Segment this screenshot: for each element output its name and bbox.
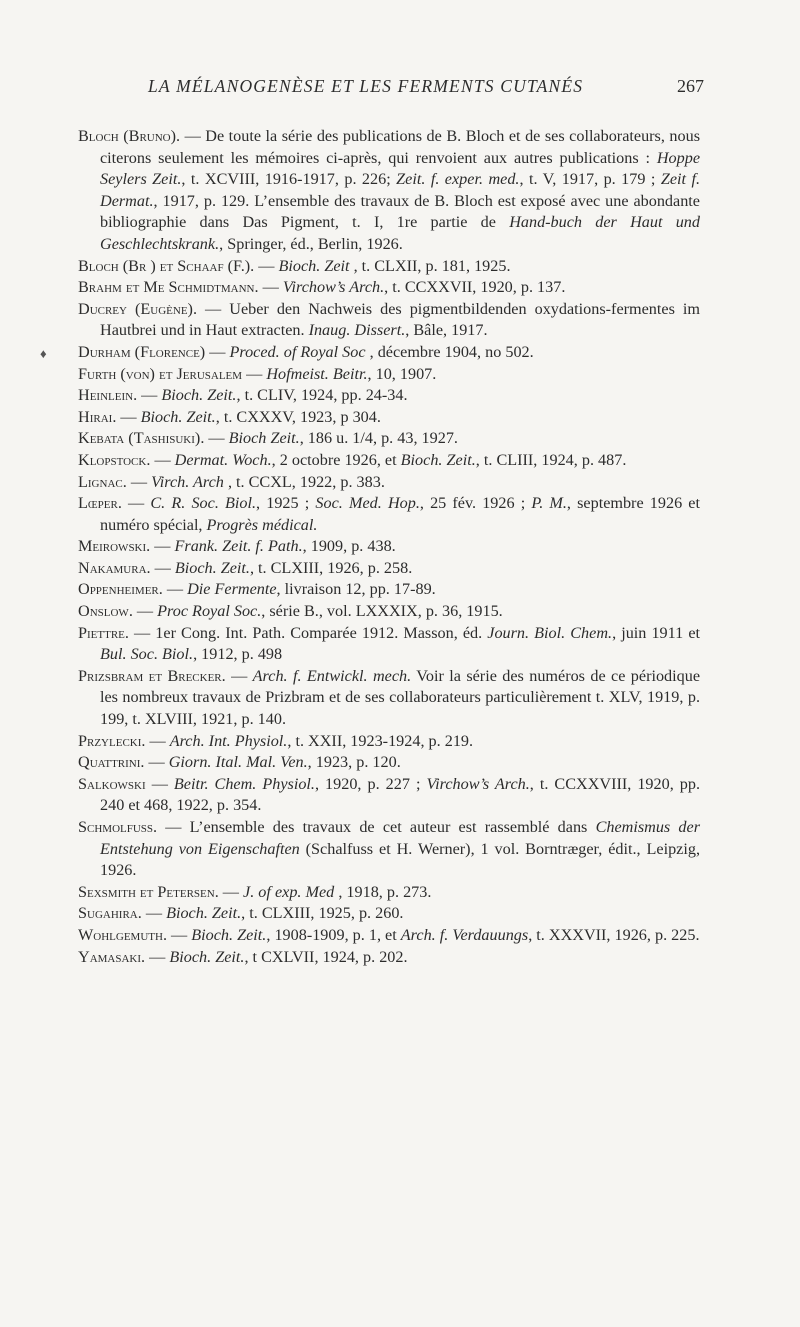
citation-text: , 25 fév. 1926 ; (419, 494, 532, 513)
journal-title: Soc. Med. Hop. (315, 494, 420, 513)
citation-text: . — (122, 472, 152, 491)
journal-title: Proced. of Royal Soc (229, 342, 366, 361)
citation-text: . — (146, 450, 175, 469)
author-name: Kebata (Tashisuki) (78, 429, 201, 448)
journal-title: Virchow’s Arch. (426, 774, 530, 793)
citation-text: . — (140, 753, 169, 772)
bibliography-entry (78, 299, 700, 342)
journal-title: Proc Royal Soc. (157, 602, 262, 621)
citation-text: . — (221, 666, 253, 685)
journal-title: P. M. (531, 494, 567, 513)
citation-text: . — (146, 558, 175, 577)
bibliography-entry (78, 277, 700, 299)
journal-title: Bioch. Zeit. (140, 407, 216, 426)
citation-text: . — (137, 904, 167, 923)
citation-text: , t. CCXXVII, 1920, p. 137. (384, 278, 566, 297)
author-name: Wohlgemuth (78, 925, 163, 944)
citation-text: . — (112, 407, 141, 426)
author-name: Sugahira (78, 904, 138, 923)
citation-text: , 1918, p. 273. (334, 882, 432, 901)
bibliography-entry (78, 364, 700, 386)
bibliography-entry (78, 256, 700, 278)
journal-title: Dermat. Woch. (174, 450, 272, 469)
journal-title: J. of exp. Med (243, 882, 335, 901)
author-name: Prizsbram et Brecker (78, 666, 222, 685)
author-name: Salkowski (78, 774, 146, 793)
journal-title: Bioch. Zeit. (400, 450, 476, 469)
journal-title: Virch. Arch (151, 472, 224, 491)
bibliography-list (78, 126, 700, 968)
citation-text: , t. CCXXVIII, 1920, pp. 240 et 468, 1922, p. 354. (100, 774, 700, 815)
citation-text: , 1908-1909, p. 1, et (266, 925, 401, 944)
author-name: Durham (Florence) (78, 342, 206, 361)
author-name: Lœper (78, 494, 118, 513)
citation-text: , t. V, 1917, p. 179 ; (519, 170, 661, 189)
journal-title: Hofmeist. Beitr. (266, 364, 368, 383)
journal-title: Bioch. Zeit. (161, 386, 237, 405)
margin-mark: ♦ (40, 346, 47, 361)
running-head (148, 76, 708, 102)
journal-title: Bioch. Zeit (278, 256, 350, 275)
citation-text: , Springer, éd., Berlin, 1926. (219, 234, 403, 253)
bibliography-entry (78, 342, 700, 364)
page-number: 267 (677, 76, 704, 96)
citation-text: , t. CCXL, 1922, p. 383. (223, 472, 385, 491)
bibliography-entry (78, 472, 700, 494)
journal-title: Journ. Biol. Chem. (487, 623, 613, 642)
citation-text: , juin 1911 et (612, 623, 701, 642)
bibliography-entry (78, 493, 700, 536)
bibliography-entry (78, 947, 700, 969)
bibliography-entry (78, 558, 700, 580)
author-name: Schmolfuss (78, 818, 154, 836)
journal-title: Hoppe Seylers Zeit. (100, 148, 700, 189)
citation-text: Voir la série des numéros de ce périodique les nombreux travaux de Prizbram et de ses collaborateurs particulièrement t. XLV, 1919, p. 199, t. XLVIII, 1921, p. 140. (100, 666, 701, 729)
citation-text: . — (162, 925, 192, 944)
bibliography-entry (78, 882, 700, 904)
bibliography-entry (78, 126, 700, 256)
citation-text: , 2 octobre 1926, et (271, 450, 401, 469)
citation-text: . — (250, 256, 279, 275)
citation-text: (Schalfuss et H. Werner), 1 vol. Borntræger, édit., Leipzig, 1926. (100, 839, 700, 880)
citation-text: . — (254, 278, 283, 297)
journal-title: Zeit. f. exper. med. (396, 170, 520, 189)
citation-text: , t. CLIV, 1924, pp. 24-34. (236, 386, 408, 405)
citation-text: , t. XXII, 1923-1924, p. 219. (287, 731, 474, 750)
citation-text: , 1923, p. 120. (307, 753, 401, 772)
author-name: Furth (von) et Jerusalem (78, 364, 243, 383)
citation-text: , décembre 1904, no 502. (365, 342, 534, 361)
citation-text: , t. XCVIII, 1916-1917, p. 226; (181, 170, 397, 189)
citation-text: . — L’ensemble des travaux de cet auteur est rassemblé dans (153, 818, 596, 836)
author-name: Hirai (78, 407, 113, 426)
citation-text: — (145, 774, 174, 793)
journal-title: Bioch. Zeit. (191, 925, 267, 944)
citation-text: , 1925 ; (256, 494, 316, 513)
journal-title: Inaug. Dissert. (308, 321, 406, 340)
citation-text: , t CXLVII, 1924, p. 202. (244, 947, 408, 966)
bibliography-entry (78, 731, 700, 753)
journal-title: Arch. f. Verdauungs (400, 925, 529, 944)
citation-text: , Bâle, 1917. (405, 321, 488, 340)
journal-title: Zeit f. Dermat. (100, 170, 700, 210)
author-name: Klopstock (78, 450, 147, 469)
journal-title: Bioch. Zeit. (169, 947, 245, 966)
bibliography-entry (78, 925, 700, 947)
citation-text: , série B., vol. LXXXIX, p. 36, 1915. (261, 602, 503, 621)
citation-text: . — (141, 731, 170, 750)
author-name: Bloch (Bruno) (78, 127, 177, 145)
running-title: LA MÉLANOGENÈSE ET LES FERMENTS CUTANÉS (148, 76, 584, 96)
journal-title: Beitr. Chem. Physiol. (173, 774, 315, 793)
journal-title: Bioch. Zeit. (174, 558, 250, 577)
citation-text: , t. CLXIII, 1925, p. 260. (241, 904, 404, 923)
author-name: Piettre (78, 623, 125, 642)
author-name: Przylecki (78, 731, 142, 750)
citation-text: — (242, 364, 267, 383)
citation-text: , t. CLIII, 1924, p. 487. (475, 450, 627, 469)
citation-text: , septembre 1926 et numéro spécial, (100, 494, 700, 534)
bibliography-entry (78, 385, 700, 407)
citation-text: . — (117, 494, 151, 513)
author-name: Oppenheimer (78, 580, 159, 599)
bibliography-entry (78, 666, 700, 731)
citation-text: , t. XXXVII, 1926, p. 225. (528, 925, 700, 944)
journal-title: Die Fermente (187, 580, 277, 599)
citation-text: — (205, 342, 230, 361)
bibliography-entry (78, 428, 700, 450)
bibliography-entry (78, 752, 700, 774)
author-name: Brahm et Me Schmidtmann (78, 278, 255, 297)
citation-text: . — (133, 386, 162, 405)
bibliography-entry (78, 774, 700, 817)
author-name: Meirowski (78, 537, 147, 556)
journal-title: Hand-buch der Haut und Geschlechtskrank. (100, 213, 700, 253)
journal-title: C. R. Soc. Biol. (150, 494, 257, 513)
citation-text: , 1909, p. 438. (302, 537, 396, 556)
journal-title: Chemismus der Entstehung von Eigenschaften (100, 818, 700, 858)
bibliography-entry (78, 407, 700, 429)
citation-text: , t. CLXIII, 1926, p. 258. (249, 558, 413, 577)
author-name: Yamasaki (78, 947, 142, 966)
citation-text: . — (128, 602, 158, 621)
journal-title: Frank. Zeit. f. Path. (174, 537, 303, 556)
citation-text: , 1920, p. 227 ; (314, 774, 427, 793)
citation-text: , livraison 12, pp. 17-89. (276, 580, 436, 599)
citation-text: , t. CXXXV, 1923, p 304. (215, 407, 381, 426)
bibliography-entry (78, 450, 700, 472)
bibliography-entry (78, 623, 700, 666)
bibliography-entry (78, 536, 700, 558)
journal-title: Bul. Soc. Biol. (100, 645, 194, 664)
author-name: Heinlein (78, 386, 134, 405)
author-name: Bloch (Br ) et Schaaf (F.) (78, 256, 251, 275)
journal-title: Virchow’s Arch. (282, 278, 385, 297)
author-name: Lignac (78, 472, 123, 491)
author-name: Sexsmith et Petersen (78, 882, 215, 901)
journal-title: Arch. f. Entwickl. mech. (252, 666, 412, 685)
citation-text: . — (146, 537, 175, 556)
citation-text: . — (214, 882, 244, 901)
bibliography-entry (78, 579, 700, 601)
bibliography-entry (78, 817, 700, 882)
citation-text: , 10, 1907. (367, 364, 437, 383)
bibliography-entry (78, 601, 700, 623)
citation-text: , 1912, p. 498 (193, 645, 283, 664)
citation-text: , 186 u. 1/4, p. 43, 1927. (299, 429, 458, 448)
journal-title: Giorn. Ital. Mal. Ven. (168, 753, 308, 772)
citation-text: , t. CLXII, p. 181, 1925. (349, 256, 511, 275)
author-name: Ducrey (Eugène) (78, 299, 193, 318)
author-name: Nakamura (78, 558, 147, 577)
citation-text: . — (158, 580, 188, 599)
author-name: Quattrini (78, 753, 141, 772)
citation-text: . — (200, 429, 229, 448)
citation-text: . — 1er Cong. Int. Path. Comparée 1912. Masson, éd. (124, 623, 488, 642)
citation-text: . — Ueber den Nachweis des pigmentbildenden oxydations-fermentes im Hautbrei und in Haut extracten. (100, 299, 700, 340)
bibliography-entry (78, 903, 700, 925)
citation-text: . — De toute la série des publications de B. Bloch et de ses collaborateurs, nous citerons seulement les mémoires ci-après, qui renvoient aux autres publications : (100, 127, 700, 167)
journal-title: Bioch Zeit. (228, 429, 300, 448)
journal-title: Arch. Int. Physiol. (169, 731, 288, 750)
journal-title: Progrès médical. (206, 515, 318, 534)
journal-title: Bioch. Zeit. (166, 904, 242, 923)
citation-text: . — (141, 947, 170, 966)
author-name: Onslow (78, 602, 129, 621)
citation-text: , 1917, p. 129. L’ensemble des travaux de B. Bloch est exposé avec une abondante bibliographie dans Das Pigment, t. I, 1re partie de (100, 191, 700, 232)
